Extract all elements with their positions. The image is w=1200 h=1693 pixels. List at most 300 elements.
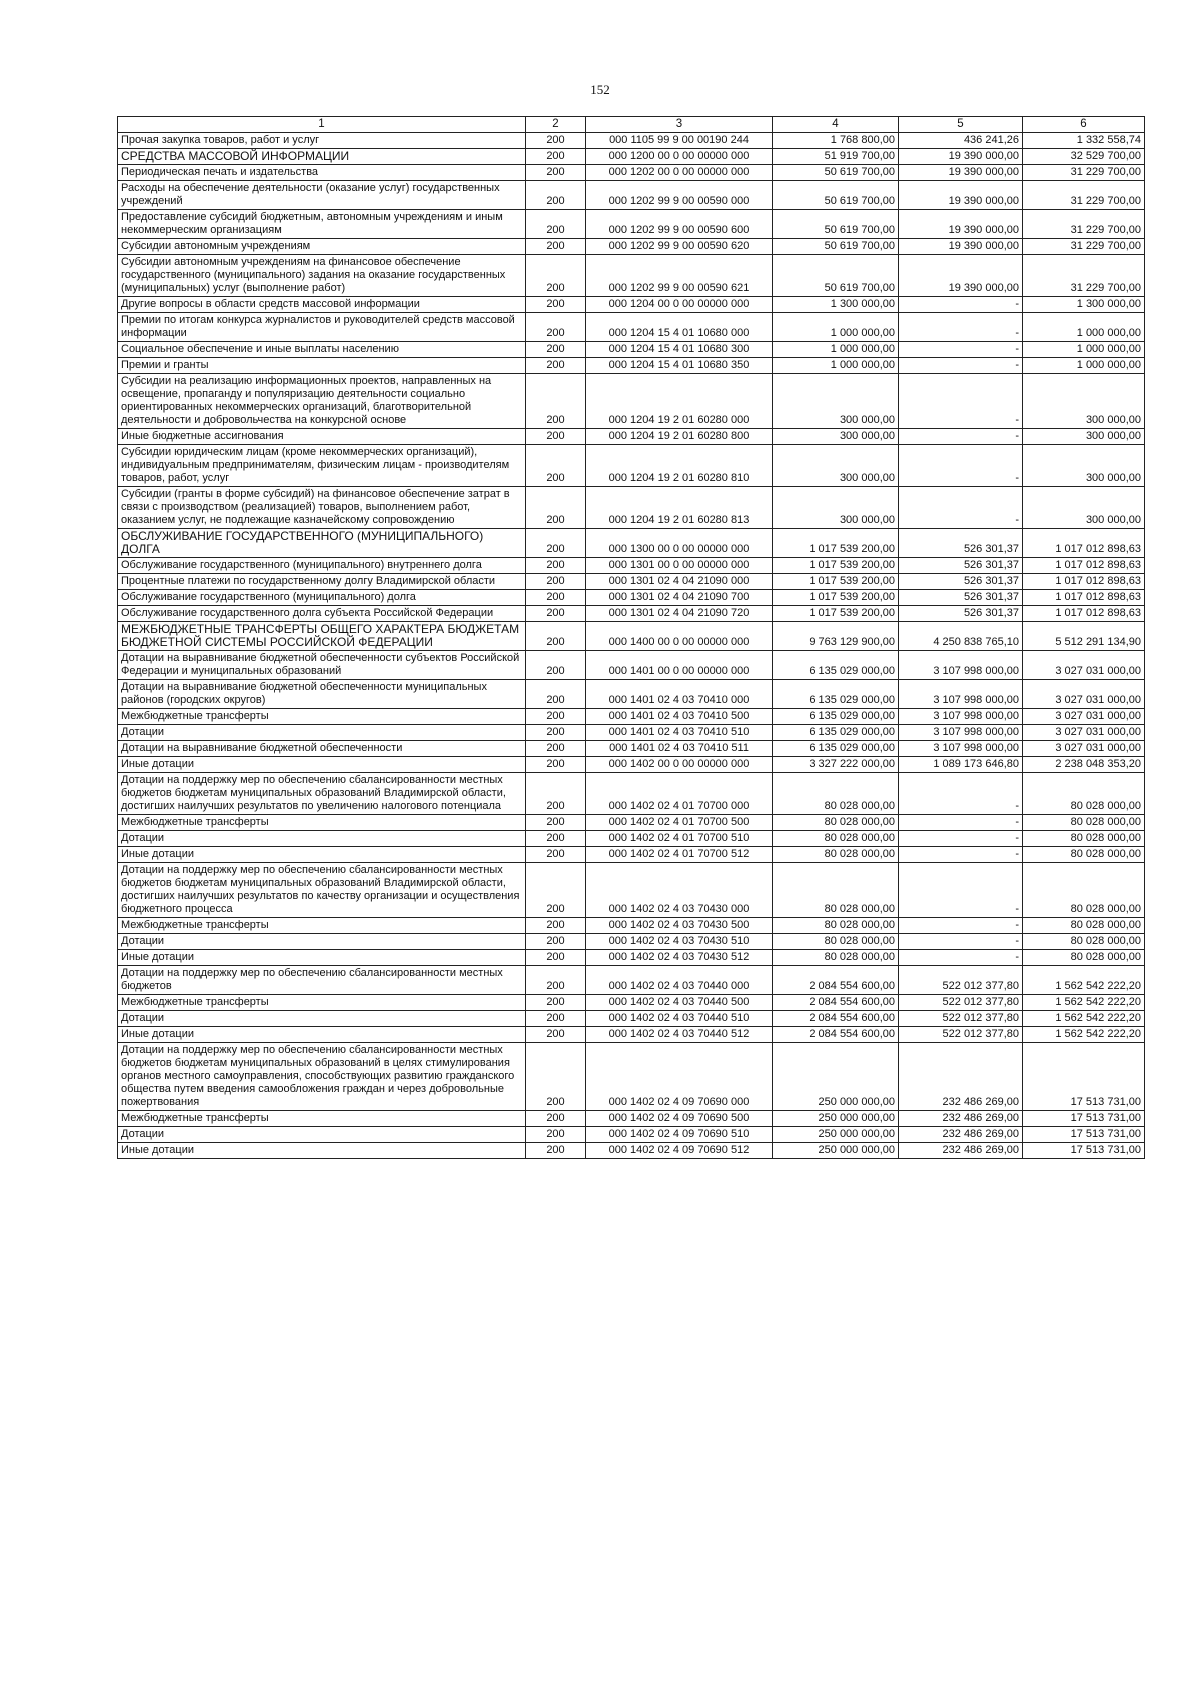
row-amount-approved: 250 000 000,00 bbox=[773, 1127, 899, 1143]
row-ved-code: 200 bbox=[526, 181, 586, 210]
row-name: Дотации на поддержку мер по обеспечению сбалансированности местных бюджетов бюджетам муниципальных образований Владимирской области, достигших наилучших результатов по увеличению налогового потенциала bbox=[118, 773, 526, 815]
row-budget-code: 000 1402 02 4 01 70700 512 bbox=[586, 847, 773, 863]
header-col-6: 6 bbox=[1023, 117, 1145, 133]
row-amount-approved: 300 000,00 bbox=[773, 374, 899, 429]
row-ved-code: 200 bbox=[526, 529, 586, 558]
row-budget-code: 000 1300 00 0 00 00000 000 bbox=[586, 529, 773, 558]
row-amount-executed: 19 390 000,00 bbox=[899, 149, 1023, 165]
row-amount-approved: 6 135 029 000,00 bbox=[773, 725, 899, 741]
row-budget-code: 000 1204 00 0 00 00000 000 bbox=[586, 297, 773, 313]
row-amount-remaining: 80 028 000,00 bbox=[1023, 831, 1145, 847]
row-ved-code: 200 bbox=[526, 741, 586, 757]
row-amount-executed: - bbox=[899, 934, 1023, 950]
table-header bbox=[118, 117, 1145, 133]
row-ved-code: 200 bbox=[526, 255, 586, 297]
row-amount-remaining: 17 513 731,00 bbox=[1023, 1043, 1145, 1111]
row-name: Социальное обеспечение и иные выплаты населению bbox=[118, 342, 526, 358]
row-name: Прочая закупка товаров, работ и услуг bbox=[118, 133, 526, 149]
page-number: 152 bbox=[590, 82, 610, 97]
row-amount-executed: 19 390 000,00 bbox=[899, 255, 1023, 297]
row-amount-approved: 3 327 222 000,00 bbox=[773, 757, 899, 773]
row-amount-remaining: 1 017 012 898,63 bbox=[1023, 558, 1145, 574]
row-ved-code: 200 bbox=[526, 815, 586, 831]
row-name: Дотации bbox=[118, 831, 526, 847]
row-ved-code: 200 bbox=[526, 210, 586, 239]
row-amount-approved: 80 028 000,00 bbox=[773, 815, 899, 831]
row-amount-executed: 522 012 377,80 bbox=[899, 1011, 1023, 1027]
row-name: Предоставление субсидий бюджетным, автономным учреждениям и иным некоммерческим организациям bbox=[118, 210, 526, 239]
table-row bbox=[118, 529, 1145, 558]
row-name: Другие вопросы в области средств массовой информации bbox=[118, 297, 526, 313]
row-ved-code: 200 bbox=[526, 358, 586, 374]
row-amount-remaining: 1 017 012 898,63 bbox=[1023, 606, 1145, 622]
row-ved-code: 200 bbox=[526, 558, 586, 574]
row-amount-executed: 19 390 000,00 bbox=[899, 165, 1023, 181]
row-amount-executed: 3 107 998 000,00 bbox=[899, 725, 1023, 741]
row-amount-executed: - bbox=[899, 831, 1023, 847]
row-amount-remaining: 3 027 031 000,00 bbox=[1023, 680, 1145, 709]
row-budget-code: 000 1402 02 4 03 70440 512 bbox=[586, 1027, 773, 1043]
row-budget-code: 000 1202 99 9 00 00590 621 bbox=[586, 255, 773, 297]
row-amount-approved: 2 084 554 600,00 bbox=[773, 966, 899, 995]
row-ved-code: 200 bbox=[526, 918, 586, 934]
table-row bbox=[118, 1043, 1145, 1111]
row-amount-approved: 300 000,00 bbox=[773, 429, 899, 445]
table-row bbox=[118, 210, 1145, 239]
header-col-5: 5 bbox=[899, 117, 1023, 133]
row-budget-code: 000 1402 02 4 09 70690 512 bbox=[586, 1143, 773, 1159]
row-amount-approved: 51 919 700,00 bbox=[773, 149, 899, 165]
row-amount-approved: 250 000 000,00 bbox=[773, 1043, 899, 1111]
row-ved-code: 200 bbox=[526, 651, 586, 680]
row-amount-executed: 1 089 173 646,80 bbox=[899, 757, 1023, 773]
row-amount-approved: 1 017 539 200,00 bbox=[773, 558, 899, 574]
row-name: Дотации bbox=[118, 1127, 526, 1143]
row-name: Субсидии автономным учреждениям на финансовое обеспечение государственного (муниципального) задания на оказание государственных (муниципальных) услуг (выполнение работ) bbox=[118, 255, 526, 297]
row-amount-executed: - bbox=[899, 863, 1023, 918]
header-col-1: 1 bbox=[118, 117, 526, 133]
row-budget-code: 000 1202 00 0 00 00000 000 bbox=[586, 165, 773, 181]
row-ved-code: 200 bbox=[526, 863, 586, 918]
row-amount-remaining: 1 300 000,00 bbox=[1023, 297, 1145, 313]
row-ved-code: 200 bbox=[526, 374, 586, 429]
table-row bbox=[118, 255, 1145, 297]
row-budget-code: 000 1301 00 0 00 00000 000 bbox=[586, 558, 773, 574]
row-amount-approved: 1 000 000,00 bbox=[773, 313, 899, 342]
row-ved-code: 200 bbox=[526, 165, 586, 181]
row-name: МЕЖБЮДЖЕТНЫЕ ТРАНСФЕРТЫ ОБЩЕГО ХАРАКТЕРА БЮДЖЕТАМ БЮДЖЕТНОЙ СИСТЕМЫ РОССИЙСКОЙ ФЕДЕРАЦИИ bbox=[118, 622, 526, 651]
row-budget-code: 000 1204 19 2 01 60280 813 bbox=[586, 487, 773, 529]
row-budget-code: 000 1402 02 4 03 70430 510 bbox=[586, 934, 773, 950]
row-amount-approved: 300 000,00 bbox=[773, 445, 899, 487]
row-amount-remaining: 3 027 031 000,00 bbox=[1023, 741, 1145, 757]
row-amount-executed: 19 390 000,00 bbox=[899, 210, 1023, 239]
row-amount-remaining: 1 017 012 898,63 bbox=[1023, 590, 1145, 606]
row-name: Дотации bbox=[118, 1011, 526, 1027]
row-budget-code: 000 1204 15 4 01 10680 300 bbox=[586, 342, 773, 358]
row-amount-approved: 1 017 539 200,00 bbox=[773, 529, 899, 558]
row-amount-remaining: 80 028 000,00 bbox=[1023, 773, 1145, 815]
table-row bbox=[118, 239, 1145, 255]
row-amount-approved: 9 763 129 900,00 bbox=[773, 622, 899, 651]
table-row bbox=[118, 487, 1145, 529]
row-amount-remaining: 300 000,00 bbox=[1023, 374, 1145, 429]
row-amount-approved: 80 028 000,00 bbox=[773, 847, 899, 863]
table-row bbox=[118, 429, 1145, 445]
row-name: Межбюджетные трансферты bbox=[118, 918, 526, 934]
row-budget-code: 000 1301 02 4 04 21090 720 bbox=[586, 606, 773, 622]
row-ved-code: 200 bbox=[526, 606, 586, 622]
table-row bbox=[118, 558, 1145, 574]
row-amount-executed: 436 241,26 bbox=[899, 133, 1023, 149]
header-col-4: 4 bbox=[773, 117, 899, 133]
row-amount-approved: 2 084 554 600,00 bbox=[773, 1027, 899, 1043]
row-budget-code: 000 1402 00 0 00 00000 000 bbox=[586, 757, 773, 773]
row-amount-remaining: 1 000 000,00 bbox=[1023, 342, 1145, 358]
row-budget-code: 000 1401 02 4 03 70410 000 bbox=[586, 680, 773, 709]
row-budget-code: 000 1204 19 2 01 60280 810 bbox=[586, 445, 773, 487]
row-amount-remaining: 1 562 542 222,20 bbox=[1023, 966, 1145, 995]
row-budget-code: 000 1401 00 0 00 00000 000 bbox=[586, 651, 773, 680]
row-budget-code: 000 1204 15 4 01 10680 000 bbox=[586, 313, 773, 342]
row-ved-code: 200 bbox=[526, 342, 586, 358]
row-amount-executed: 232 486 269,00 bbox=[899, 1043, 1023, 1111]
row-amount-approved: 2 084 554 600,00 bbox=[773, 1011, 899, 1027]
row-amount-remaining: 1 017 012 898,63 bbox=[1023, 529, 1145, 558]
row-amount-remaining: 17 513 731,00 bbox=[1023, 1111, 1145, 1127]
row-name: Дотации bbox=[118, 725, 526, 741]
table-row bbox=[118, 165, 1145, 181]
row-budget-code: 000 1402 02 4 03 70430 000 bbox=[586, 863, 773, 918]
row-amount-approved: 300 000,00 bbox=[773, 487, 899, 529]
row-amount-remaining: 3 027 031 000,00 bbox=[1023, 709, 1145, 725]
row-ved-code: 200 bbox=[526, 1127, 586, 1143]
row-budget-code: 000 1105 99 9 00 00190 244 bbox=[586, 133, 773, 149]
row-ved-code: 200 bbox=[526, 1027, 586, 1043]
row-budget-code: 000 1401 02 4 03 70410 510 bbox=[586, 725, 773, 741]
row-amount-remaining: 80 028 000,00 bbox=[1023, 815, 1145, 831]
table-row bbox=[118, 313, 1145, 342]
row-amount-executed: 522 012 377,80 bbox=[899, 995, 1023, 1011]
row-name: Дотации на выравнивание бюджетной обеспеченности муниципальных районов (городских округов) bbox=[118, 680, 526, 709]
row-budget-code: 000 1400 00 0 00 00000 000 bbox=[586, 622, 773, 651]
row-amount-remaining: 31 229 700,00 bbox=[1023, 165, 1145, 181]
row-ved-code: 200 bbox=[526, 950, 586, 966]
row-amount-executed: 19 390 000,00 bbox=[899, 239, 1023, 255]
row-amount-executed: 526 301,37 bbox=[899, 558, 1023, 574]
table-row bbox=[118, 709, 1145, 725]
row-amount-remaining: 1 000 000,00 bbox=[1023, 358, 1145, 374]
row-name: Иные дотации bbox=[118, 1027, 526, 1043]
row-amount-remaining: 31 229 700,00 bbox=[1023, 181, 1145, 210]
table-row bbox=[118, 181, 1145, 210]
row-budget-code: 000 1301 02 4 04 21090 700 bbox=[586, 590, 773, 606]
table-row bbox=[118, 741, 1145, 757]
row-ved-code: 200 bbox=[526, 1143, 586, 1159]
row-amount-approved: 1 000 000,00 bbox=[773, 342, 899, 358]
row-name: Дотации на выравнивание бюджетной обеспеченности субъектов Российской Федерации и муниципальных образований bbox=[118, 651, 526, 680]
header-col-3: 3 bbox=[586, 117, 773, 133]
row-name: Премии и гранты bbox=[118, 358, 526, 374]
row-amount-remaining: 1 000 000,00 bbox=[1023, 313, 1145, 342]
row-amount-executed: - bbox=[899, 429, 1023, 445]
row-name: Межбюджетные трансферты bbox=[118, 1111, 526, 1127]
row-amount-approved: 6 135 029 000,00 bbox=[773, 680, 899, 709]
row-budget-code: 000 1202 99 9 00 00590 000 bbox=[586, 181, 773, 210]
row-budget-code: 000 1402 02 4 03 70430 500 bbox=[586, 918, 773, 934]
row-name: Обслуживание государственного (муниципального) внутреннего долга bbox=[118, 558, 526, 574]
row-amount-executed: - bbox=[899, 487, 1023, 529]
row-name: Обслуживание государственного долга субъекта Российской Федерации bbox=[118, 606, 526, 622]
row-name: Иные дотации bbox=[118, 847, 526, 863]
row-name: Дотации на выравнивание бюджетной обеспеченности bbox=[118, 741, 526, 757]
row-budget-code: 000 1402 02 4 01 70700 500 bbox=[586, 815, 773, 831]
row-amount-remaining: 5 512 291 134,90 bbox=[1023, 622, 1145, 651]
row-amount-approved: 50 619 700,00 bbox=[773, 181, 899, 210]
row-ved-code: 200 bbox=[526, 847, 586, 863]
row-amount-remaining: 80 028 000,00 bbox=[1023, 918, 1145, 934]
row-amount-executed: - bbox=[899, 342, 1023, 358]
row-amount-approved: 6 135 029 000,00 bbox=[773, 709, 899, 725]
row-name: Субсидии юридическим лицам (кроме некоммерческих организаций), индивидуальным предпринимателям, физическим лицам - производителям товаров, работ, услуг bbox=[118, 445, 526, 487]
row-amount-remaining: 80 028 000,00 bbox=[1023, 950, 1145, 966]
row-amount-executed: 19 390 000,00 bbox=[899, 181, 1023, 210]
row-name: Обслуживание государственного (муниципального) долга bbox=[118, 590, 526, 606]
table-row bbox=[118, 815, 1145, 831]
row-ved-code: 200 bbox=[526, 1043, 586, 1111]
row-amount-approved: 50 619 700,00 bbox=[773, 255, 899, 297]
row-ved-code: 200 bbox=[526, 313, 586, 342]
table-row bbox=[118, 1127, 1145, 1143]
row-ved-code: 200 bbox=[526, 239, 586, 255]
row-ved-code: 200 bbox=[526, 725, 586, 741]
table-row bbox=[118, 995, 1145, 1011]
row-ved-code: 200 bbox=[526, 966, 586, 995]
row-amount-executed: - bbox=[899, 374, 1023, 429]
row-budget-code: 000 1301 02 4 04 21090 000 bbox=[586, 574, 773, 590]
row-budget-code: 000 1202 99 9 00 00590 620 bbox=[586, 239, 773, 255]
row-name: Дотации на поддержку мер по обеспечению сбалансированности местных бюджетов бюджетам муниципальных образований Владимирской области, достигших наилучших результатов по качеству организации и осуществления бюджетного процесса bbox=[118, 863, 526, 918]
row-amount-remaining: 31 229 700,00 bbox=[1023, 210, 1145, 239]
row-ved-code: 200 bbox=[526, 709, 586, 725]
row-budget-code: 000 1402 02 4 09 70690 000 bbox=[586, 1043, 773, 1111]
row-amount-approved: 1 017 539 200,00 bbox=[773, 606, 899, 622]
row-amount-executed: - bbox=[899, 313, 1023, 342]
table-row bbox=[118, 374, 1145, 429]
row-amount-remaining: 2 238 048 353,20 bbox=[1023, 757, 1145, 773]
table-row bbox=[118, 358, 1145, 374]
table-row bbox=[118, 918, 1145, 934]
row-amount-remaining: 17 513 731,00 bbox=[1023, 1143, 1145, 1159]
row-amount-approved: 80 028 000,00 bbox=[773, 950, 899, 966]
row-amount-remaining: 3 027 031 000,00 bbox=[1023, 651, 1145, 680]
row-name: Межбюджетные трансферты bbox=[118, 815, 526, 831]
row-amount-remaining: 1 332 558,74 bbox=[1023, 133, 1145, 149]
row-amount-approved: 80 028 000,00 bbox=[773, 934, 899, 950]
row-amount-remaining: 300 000,00 bbox=[1023, 445, 1145, 487]
row-ved-code: 200 bbox=[526, 1111, 586, 1127]
table-row bbox=[118, 651, 1145, 680]
row-amount-remaining: 3 027 031 000,00 bbox=[1023, 725, 1145, 741]
row-name: Иные дотации bbox=[118, 950, 526, 966]
row-name: Дотации bbox=[118, 934, 526, 950]
table-row bbox=[118, 831, 1145, 847]
row-name: Субсидии автономным учреждениям bbox=[118, 239, 526, 255]
row-amount-executed: 3 107 998 000,00 bbox=[899, 741, 1023, 757]
row-name: Межбюджетные трансферты bbox=[118, 995, 526, 1011]
row-budget-code: 000 1401 02 4 03 70410 511 bbox=[586, 741, 773, 757]
row-budget-code: 000 1204 19 2 01 60280 000 bbox=[586, 374, 773, 429]
row-amount-executed: 526 301,37 bbox=[899, 574, 1023, 590]
row-ved-code: 200 bbox=[526, 757, 586, 773]
row-ved-code: 200 bbox=[526, 297, 586, 313]
row-budget-code: 000 1200 00 0 00 00000 000 bbox=[586, 149, 773, 165]
header-col-2: 2 bbox=[526, 117, 586, 133]
row-ved-code: 200 bbox=[526, 995, 586, 1011]
row-amount-remaining: 1 562 542 222,20 bbox=[1023, 1011, 1145, 1027]
row-ved-code: 200 bbox=[526, 622, 586, 651]
row-amount-approved: 50 619 700,00 bbox=[773, 165, 899, 181]
row-amount-remaining: 80 028 000,00 bbox=[1023, 847, 1145, 863]
table-row bbox=[118, 966, 1145, 995]
row-amount-executed: 232 486 269,00 bbox=[899, 1127, 1023, 1143]
row-name: Иные дотации bbox=[118, 1143, 526, 1159]
row-ved-code: 200 bbox=[526, 1011, 586, 1027]
budget-table bbox=[117, 116, 1145, 1159]
row-amount-executed: 4 250 838 765,10 bbox=[899, 622, 1023, 651]
row-amount-approved: 6 135 029 000,00 bbox=[773, 651, 899, 680]
row-name: Иные бюджетные ассигнования bbox=[118, 429, 526, 445]
row-ved-code: 200 bbox=[526, 590, 586, 606]
row-amount-executed: - bbox=[899, 918, 1023, 934]
table-row bbox=[118, 1027, 1145, 1043]
row-amount-executed: 522 012 377,80 bbox=[899, 1027, 1023, 1043]
table-row bbox=[118, 1011, 1145, 1027]
row-name: Периодическая печать и издательства bbox=[118, 165, 526, 181]
row-amount-executed: 232 486 269,00 bbox=[899, 1111, 1023, 1127]
row-amount-approved: 80 028 000,00 bbox=[773, 918, 899, 934]
row-amount-approved: 80 028 000,00 bbox=[773, 773, 899, 815]
row-budget-code: 000 1402 02 4 03 70440 000 bbox=[586, 966, 773, 995]
row-amount-executed: - bbox=[899, 358, 1023, 374]
row-budget-code: 000 1402 02 4 03 70440 500 bbox=[586, 995, 773, 1011]
row-ved-code: 200 bbox=[526, 487, 586, 529]
table-row bbox=[118, 950, 1145, 966]
row-budget-code: 000 1402 02 4 09 70690 500 bbox=[586, 1111, 773, 1127]
row-budget-code: 000 1402 02 4 03 70440 510 bbox=[586, 1011, 773, 1027]
row-amount-approved: 1 768 800,00 bbox=[773, 133, 899, 149]
table-row bbox=[118, 149, 1145, 165]
row-amount-executed: - bbox=[899, 445, 1023, 487]
row-budget-code: 000 1402 02 4 03 70430 512 bbox=[586, 950, 773, 966]
row-name: Процентные платежи по государственному долгу Владимирской области bbox=[118, 574, 526, 590]
table-row bbox=[118, 606, 1145, 622]
row-amount-remaining: 31 229 700,00 bbox=[1023, 239, 1145, 255]
row-amount-executed: - bbox=[899, 847, 1023, 863]
row-amount-remaining: 31 229 700,00 bbox=[1023, 255, 1145, 297]
row-ved-code: 200 bbox=[526, 934, 586, 950]
table-body bbox=[118, 133, 1145, 1159]
table-row bbox=[118, 757, 1145, 773]
row-amount-executed: 526 301,37 bbox=[899, 606, 1023, 622]
row-name: ОБСЛУЖИВАНИЕ ГОСУДАРСТВЕННОГО (МУНИЦИПАЛЬНОГО) ДОЛГА bbox=[118, 529, 526, 558]
table-row bbox=[118, 863, 1145, 918]
row-name: Субсидии (гранты в форме субсидий) на финансовое обеспечение затрат в связи с производством (реализацией) товаров, выполнением работ, оказанием услуг, не подлежащие казначейскому сопровождению bbox=[118, 487, 526, 529]
row-budget-code: 000 1402 02 4 01 70700 510 bbox=[586, 831, 773, 847]
row-name: Иные дотации bbox=[118, 757, 526, 773]
row-amount-executed: 526 301,37 bbox=[899, 529, 1023, 558]
row-ved-code: 200 bbox=[526, 429, 586, 445]
row-amount-remaining: 80 028 000,00 bbox=[1023, 863, 1145, 918]
row-amount-executed: 232 486 269,00 bbox=[899, 1143, 1023, 1159]
table-row bbox=[118, 1143, 1145, 1159]
row-amount-approved: 250 000 000,00 bbox=[773, 1111, 899, 1127]
row-name: Межбюджетные трансферты bbox=[118, 709, 526, 725]
row-amount-executed: 3 107 998 000,00 bbox=[899, 680, 1023, 709]
table-row bbox=[118, 934, 1145, 950]
table-row bbox=[118, 342, 1145, 358]
row-amount-executed: - bbox=[899, 950, 1023, 966]
row-ved-code: 200 bbox=[526, 680, 586, 709]
row-amount-remaining: 300 000,00 bbox=[1023, 487, 1145, 529]
row-amount-approved: 1 017 539 200,00 bbox=[773, 574, 899, 590]
row-amount-executed: 522 012 377,80 bbox=[899, 966, 1023, 995]
table-row bbox=[118, 847, 1145, 863]
row-ved-code: 200 bbox=[526, 574, 586, 590]
row-ved-code: 200 bbox=[526, 133, 586, 149]
row-budget-code: 000 1204 19 2 01 60280 800 bbox=[586, 429, 773, 445]
table-row bbox=[118, 1111, 1145, 1127]
row-budget-code: 000 1204 15 4 01 10680 350 bbox=[586, 358, 773, 374]
row-amount-remaining: 1 562 542 222,20 bbox=[1023, 995, 1145, 1011]
row-amount-remaining: 1 562 542 222,20 bbox=[1023, 1027, 1145, 1043]
row-ved-code: 200 bbox=[526, 149, 586, 165]
row-amount-approved: 1 000 000,00 bbox=[773, 358, 899, 374]
row-amount-approved: 250 000 000,00 bbox=[773, 1143, 899, 1159]
row-amount-remaining: 17 513 731,00 bbox=[1023, 1127, 1145, 1143]
row-name: Премии по итогам конкурса журналистов и руководителей средств массовой информации bbox=[118, 313, 526, 342]
row-budget-code: 000 1402 02 4 09 70690 510 bbox=[586, 1127, 773, 1143]
row-amount-remaining: 1 017 012 898,63 bbox=[1023, 574, 1145, 590]
table-row bbox=[118, 445, 1145, 487]
row-name: Субсидии на реализацию информационных проектов, направленных на освещение, пропаганду и популяризацию деятельности социально ориентированных некоммерческих организаций, благотворительной деятельности и добровольчества на конкурсной основе bbox=[118, 374, 526, 429]
row-amount-approved: 6 135 029 000,00 bbox=[773, 741, 899, 757]
row-amount-executed: 3 107 998 000,00 bbox=[899, 651, 1023, 680]
row-amount-executed: - bbox=[899, 773, 1023, 815]
row-budget-code: 000 1401 02 4 03 70410 500 bbox=[586, 709, 773, 725]
table-row bbox=[118, 680, 1145, 709]
table-row bbox=[118, 590, 1145, 606]
row-amount-executed: - bbox=[899, 297, 1023, 313]
row-amount-approved: 1 017 539 200,00 bbox=[773, 590, 899, 606]
row-amount-remaining: 32 529 700,00 bbox=[1023, 149, 1145, 165]
table-row bbox=[118, 725, 1145, 741]
table-row bbox=[118, 297, 1145, 313]
table-row bbox=[118, 622, 1145, 651]
row-budget-code: 000 1202 99 9 00 00590 600 bbox=[586, 210, 773, 239]
row-name: Дотации на поддержку мер по обеспечению сбалансированности местных бюджетов бюджетам муниципальных образований в целях стимулирования органов местного самоуправления, способствующих развитию гражданского общества путем введения самообложения граждан и через добровольные пожертвования bbox=[118, 1043, 526, 1111]
row-amount-remaining: 300 000,00 bbox=[1023, 429, 1145, 445]
row-amount-remaining: 80 028 000,00 bbox=[1023, 934, 1145, 950]
row-amount-executed: 3 107 998 000,00 bbox=[899, 709, 1023, 725]
table-row bbox=[118, 574, 1145, 590]
row-amount-executed: 526 301,37 bbox=[899, 590, 1023, 606]
row-ved-code: 200 bbox=[526, 831, 586, 847]
row-amount-approved: 2 084 554 600,00 bbox=[773, 995, 899, 1011]
row-amount-approved: 1 300 000,00 bbox=[773, 297, 899, 313]
row-ved-code: 200 bbox=[526, 773, 586, 815]
row-amount-approved: 50 619 700,00 bbox=[773, 239, 899, 255]
